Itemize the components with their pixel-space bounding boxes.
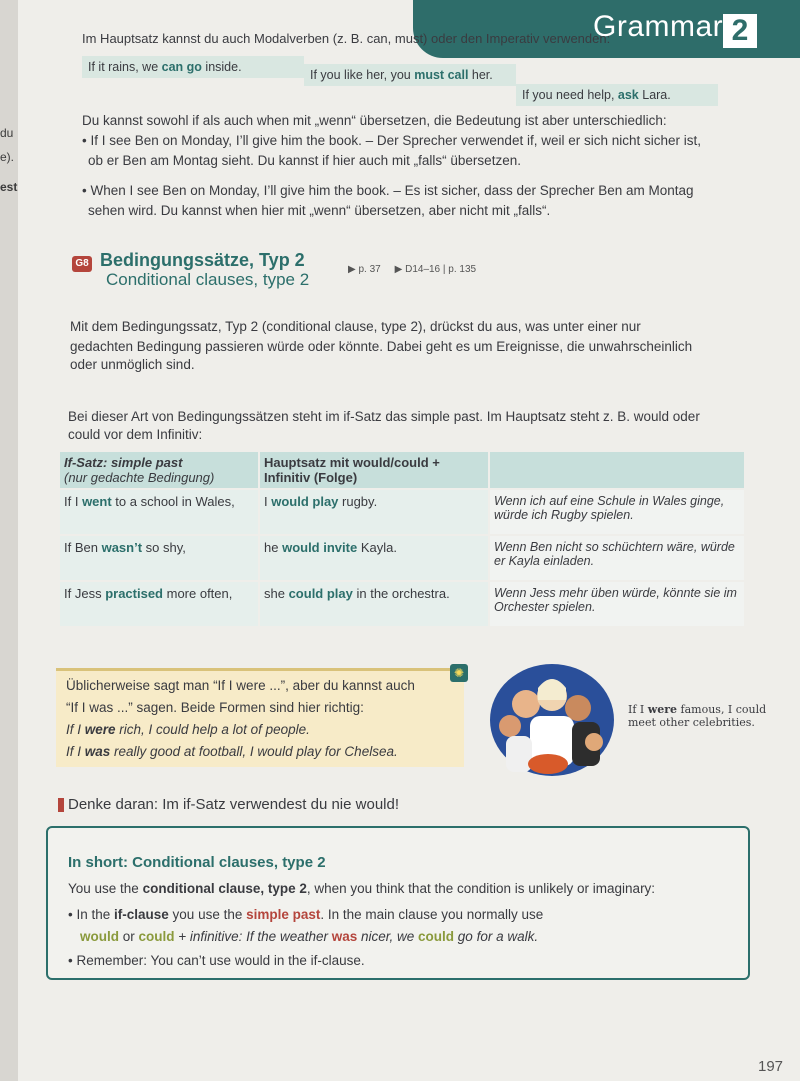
summary-highlight: simple past (246, 907, 321, 922)
header-text: If-Satz: simple past (64, 455, 183, 470)
example-row (82, 50, 716, 112)
tip-text: If I (66, 744, 85, 759)
illustration-caption (628, 703, 766, 729)
table-cell (60, 581, 259, 626)
cell-text: If I (64, 494, 83, 509)
in-short-line (68, 880, 655, 897)
example-highlight: can go (161, 60, 202, 74)
explanation-line: Mit dem Bedingungssatz, Typ 2 (conditional clause, type 2), drückst du aus, was unter einer nur (70, 319, 641, 334)
explanation-line: could vor dem Infinitiv: (68, 427, 203, 442)
summary-text: + infinitive: If the weather (174, 929, 332, 944)
cell-text: he (264, 540, 283, 555)
wenn-line: • When I see Ben on Monday, I’ll give him the book. – Es ist sicher, dass der Sprecher Ben am Montag (82, 183, 694, 198)
explanation-line: oder unmöglich sind. (70, 357, 195, 372)
tip-line: Üblicherweise sagt man “If I were ...”, aber du kannst auch (66, 678, 415, 693)
table-header (60, 452, 259, 489)
summary-text: or (119, 929, 139, 944)
table-header (259, 452, 489, 489)
in-short-title: In short: Conditional clauses, type 2 (68, 854, 326, 871)
example-text: If you like her, you (310, 68, 415, 82)
tip-highlight: was (84, 744, 111, 759)
cell-highlight: would invite (282, 540, 358, 555)
summary-highlight: could (138, 929, 175, 944)
cell-text: If Ben (64, 540, 102, 555)
warning-marker (58, 798, 64, 812)
table-row (60, 489, 745, 535)
summary-highlight: was (331, 929, 358, 944)
explanation-line: gedachten Bedingung passieren würde oder könnte. Dabei geht es um Ereignisse, die unwahrscheinlich (70, 339, 693, 354)
header-text: Infinitiv (Folge) (264, 470, 358, 485)
example-highlight: ask (617, 88, 639, 102)
cell-text: so shy, (142, 540, 186, 555)
denke-note: Denke daran: Im if-Satz verwendest du nie would! (68, 796, 400, 813)
reference-link[interactable]: ▶ D14–16 | p. 135 (394, 264, 477, 275)
section-badge: G8 (72, 256, 92, 272)
previous-page-edge (0, 0, 18, 1081)
summary-text: . In the main clause you normally use (320, 907, 544, 922)
tip-text: really good at football, I would play for Chelsea. (110, 744, 398, 759)
section-title: Bedingungssätze, Typ 2 (100, 250, 305, 270)
in-short-line: • Remember: You can’t use would in the if-clause. (68, 953, 365, 968)
summary-text: nicer, we (357, 929, 419, 944)
summary-text: • In the (68, 907, 115, 922)
caption-highlight: were (647, 703, 678, 716)
table-header-row (60, 452, 745, 489)
cell-highlight: went (82, 494, 112, 509)
caption-text: If I (628, 703, 648, 716)
caption-text: meet other celebrities. (628, 716, 755, 729)
tip-line (66, 721, 310, 738)
in-short-box (46, 826, 750, 980)
tip-highlight: were (84, 722, 116, 737)
caption-text: famous, I could (677, 703, 767, 716)
textbook-page (18, 0, 800, 1081)
table-cell: Wenn Jess mehr üben würde, könnte sie im Orchester spielen. (489, 581, 745, 626)
cell-highlight: wasn’t (101, 540, 143, 555)
page-number: 197 (758, 1058, 784, 1075)
summary-text: go for a walk. (454, 929, 539, 944)
tip-line: “If I was ...” sagen. Beide Formen sind hier richtig: (66, 700, 364, 715)
header-text: Hauptsatz mit would/could + (264, 455, 440, 470)
wenn-line: Du kannst sowohl if als auch when mit „wenn“ übersetzen, die Bedeutung ist aber unterschiedlich: (82, 113, 667, 128)
section-references (348, 264, 476, 275)
summary-highlight: conditional clause, type 2 (142, 881, 307, 896)
margin-fragment: e). (0, 150, 15, 164)
table-cell (60, 489, 259, 535)
summary-highlight: could (418, 929, 455, 944)
cell-text: Kayla. (357, 540, 397, 555)
tip-box (56, 668, 464, 767)
summary-highlight: would (80, 929, 119, 944)
celebrities-illustration (486, 660, 618, 780)
cell-text: rugby. (338, 494, 378, 509)
conditional-table (60, 452, 746, 626)
wenn-line: ob er Ben am Montag sieht. Du kannst if hier auch mit „falls“ übersetzen. (88, 153, 521, 168)
table-cell: Wenn ich auf eine Schule in Wales ginge, würde ich Rugby spielen. (489, 489, 745, 535)
tip-text: If I (66, 722, 85, 737)
reference-link[interactable]: ▶ p. 37 (348, 264, 381, 275)
example-text: Lara. (638, 88, 671, 102)
cell-highlight: could play (288, 586, 353, 601)
wenn-line: • If I see Ben on Monday, I’ll give him the book. – Der Sprecher verwendet if, weil er sich nicht sicher ist, (82, 133, 702, 148)
example-box (516, 84, 718, 106)
cell-text: in the orchestra. (352, 586, 450, 601)
banner-number: 2 (723, 14, 757, 48)
cell-text: to a school in Wales, (111, 494, 235, 509)
tip-text: rich, I could help a lot of people. (115, 722, 310, 737)
table-row (60, 581, 745, 626)
section-subtitle: Conditional clauses, type 2 (106, 270, 310, 289)
example-box (304, 64, 516, 86)
example-text: inside. (201, 60, 242, 74)
in-short-line (80, 928, 538, 945)
table-cell (259, 535, 489, 581)
header-text: (nur gedachte Bedingung) (64, 470, 215, 485)
cell-text: I (264, 494, 272, 509)
table-cell: Wenn Ben nicht so schüchtern wäre, würde er Kayla einladen. (489, 535, 745, 581)
example-text: If you need help, (522, 88, 618, 102)
summary-text: You use the (68, 881, 143, 896)
summary-text: , when you think that the condition is unlikely or imaginary: (306, 881, 656, 896)
summary-text: you use the (168, 907, 247, 922)
margin-fragment: du (0, 126, 14, 140)
in-short-line (68, 906, 543, 923)
cell-text: If Jess (64, 586, 106, 601)
cell-text: more often, (163, 586, 233, 601)
lightbulb-icon: ✺ (450, 664, 468, 682)
example-highlight: must call (414, 68, 469, 82)
cell-highlight: practised (105, 586, 163, 601)
example-box (82, 56, 304, 78)
table-header (489, 452, 745, 489)
wenn-line: sehen wird. Du kannst when hier mit „wenn“ übersetzen, aber nicht mit „falls“. (88, 203, 551, 218)
banner-title: Grammar (593, 10, 724, 43)
summary-highlight: if-clause (114, 907, 169, 922)
table-row (60, 535, 745, 581)
cell-text: she (264, 586, 289, 601)
table-cell (259, 581, 489, 626)
tip-line (66, 743, 398, 760)
explanation-line: Bei dieser Art von Bedingungssätzen steht im if-Satz das simple past. Im Hauptsatz steht z. B. would oder (68, 409, 700, 424)
intro-line: Im Hauptsatz kannst du auch Modalverben (z. B. can, must) oder den Imperativ verwenden: (82, 31, 611, 46)
table-cell (60, 535, 259, 581)
table-cell (259, 489, 489, 535)
cell-highlight: would play (271, 494, 339, 509)
example-text: If it rains, we (88, 60, 162, 74)
margin-fragment: est (0, 180, 18, 194)
example-text: her. (468, 68, 493, 82)
